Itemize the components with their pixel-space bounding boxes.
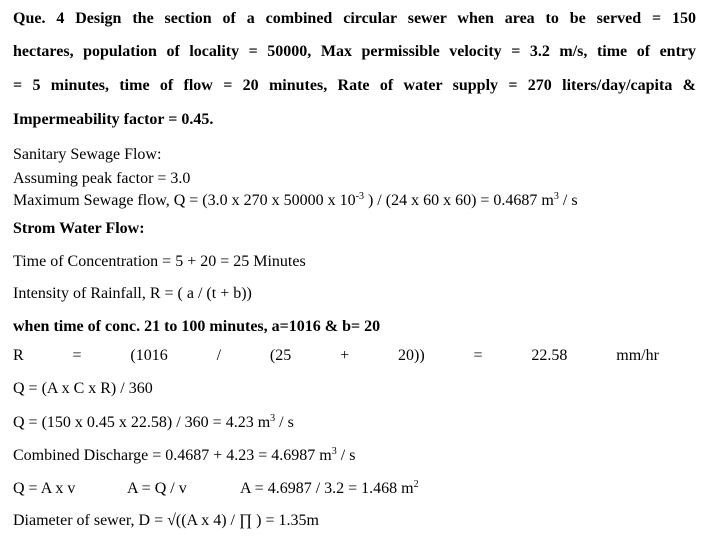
storm-flow-calc [13, 413, 294, 433]
storm-flow-exponent: 3 [270, 413, 276, 424]
question-line-1: Que. 4 Design the section of a combined circular sewer when area to be served = 150 [13, 10, 696, 27]
question-line-2: hectares, population of locality = 50000, Max permissible velocity = 3.2 m/s, time of entry [13, 43, 696, 60]
question-line-4: Impermeability factor = 0.45. [13, 111, 214, 128]
storm-heading: Strom Water Flow: [13, 220, 145, 237]
eq-token: 22.58 [531, 347, 568, 364]
max-sewage-flow [13, 191, 578, 211]
time-condition: when time of conc. 21 to 100 minutes, a=1016 & b= 20 [13, 318, 381, 335]
peak-factor-text: Assuming peak factor = 3.0 [13, 170, 191, 187]
rainfall-equation [13, 346, 659, 366]
eq-token: 20)) [398, 347, 425, 364]
sanitary-heading: Sanitary Sewage Flow: [13, 146, 162, 163]
eq-token: (1016 [130, 347, 168, 364]
max-flow-exponent: -3 [355, 191, 364, 202]
eq-token: mm/hr [616, 347, 659, 364]
storm-flow-part-b: / s [275, 414, 294, 431]
eq-token: + [340, 347, 350, 364]
combined-discharge [13, 446, 355, 466]
eq-token: / [216, 347, 222, 364]
combined-part-a: Combined Discharge = 0.4687 + 4.23 = 4.6987 m [13, 447, 332, 464]
rainfall-intensity: Intensity of Rainfall, R = ( a / (t + b)) [13, 285, 252, 302]
storm-flow-part-a: Q = (150 x 0.45 x 22.58) / 360 = 4.23 m [13, 414, 271, 431]
rational-formula: Q = (A x C x R) / 360 [13, 380, 153, 397]
question-line-3: = 5 minutes, time of flow = 20 minutes, Rate of water supply = 270 liters/day/capita & [13, 77, 696, 94]
area-equations [13, 479, 419, 499]
area-eq-1: Q = A x v [13, 480, 76, 497]
sewer-diameter: Diameter of sewer, D = √((A x 4) / ∏ ) = 1.35m [13, 512, 319, 529]
eq-token: (25 [269, 347, 292, 364]
combined-part-b: / s [336, 447, 356, 464]
area-eq-3: A = 4.6987 / 3.2 = 1.468 m [240, 480, 414, 497]
eq-token: = [72, 347, 82, 364]
eq-token: = [473, 347, 483, 364]
area-exponent: 2 [413, 479, 419, 490]
max-flow-unit-exponent: 3 [553, 191, 559, 202]
eq-token: R [13, 347, 24, 364]
combined-exponent: 3 [331, 446, 337, 457]
time-of-concentration: Time of Concentration = 5 + 20 = 25 Minutes [13, 253, 306, 270]
area-eq-2: A = Q / v [127, 480, 187, 497]
max-flow-part-a: Maximum Sewage flow, Q = (3.0 x 270 x 50000 x 10 [13, 192, 356, 209]
max-flow-part-c: / s [558, 192, 578, 209]
max-flow-part-b: ) / (24 x 60 x 60) = 0.4687 m [363, 192, 554, 209]
